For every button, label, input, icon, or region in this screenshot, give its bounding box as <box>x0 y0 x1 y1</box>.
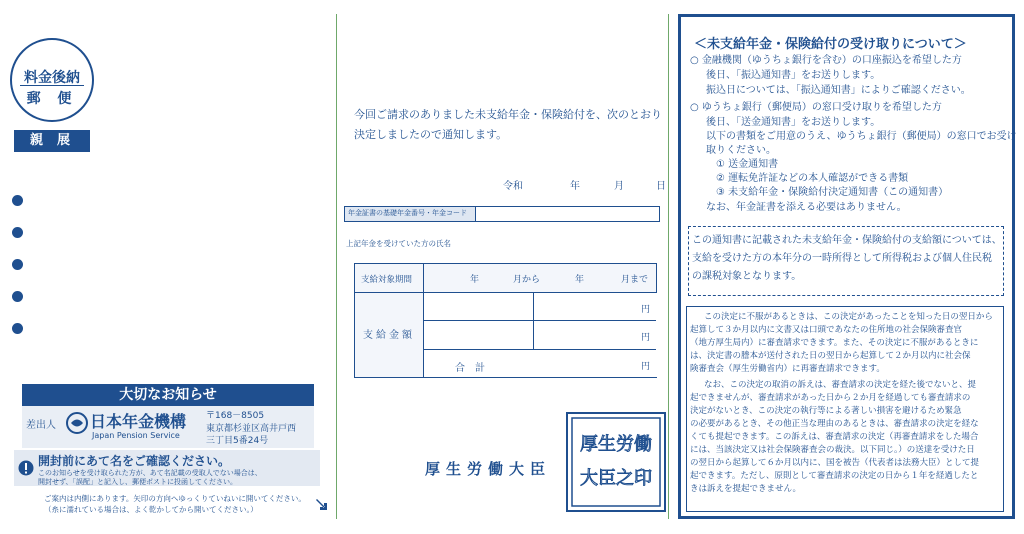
open-instruction2: （糸に濡れている場合は、よく乾かしてから開いてください。） <box>44 505 258 514</box>
payment-table <box>354 263 657 378</box>
fold-line-left <box>336 14 337 519</box>
stamp-divider <box>20 85 84 86</box>
pension-id-label-cell <box>345 207 476 221</box>
option1-line1: 後日、「振込通知書」をお送りします。 <box>706 70 881 81</box>
appeal-line: 起できませんが、審査請求があった日から２か月を経過しても審査請求の <box>690 393 971 403</box>
intro-line1: 今回ご請求のありました未支給年金・保険給付を、次のとおり <box>354 108 662 121</box>
appeal-line: の必要があるとき、その他正当な理由のあるときは、審査請求の決定を経な <box>690 419 979 429</box>
option1-line2: 振込日については、「振込通知書」によりご確認ください。 <box>706 85 971 96</box>
recipient-name-label: 上記年金を受けていた方の氏名 <box>346 239 451 248</box>
option2-line2: 以下の書類をご用意のうえ、ゆうちょ銀行（郵便局）の窓口でお受け <box>706 131 1017 142</box>
sender-label: 差出人 <box>26 420 56 431</box>
appeal-line: この決定に不服があるときは、この決定があったことを知った日の翌日から <box>704 312 993 322</box>
option2-line1: 後日、「送金通知書」をお送りします。 <box>706 117 881 128</box>
appeal-line: くても提起できます。この訴えは、審査請求の決定（再審査請求をした場合 <box>690 432 979 442</box>
warning-title: 開封前にあて名をご確認ください。 <box>38 454 231 468</box>
required-doc-3: ③ 未支給年金・保険給付決定通知書（この通知書） <box>716 187 949 198</box>
postal-code: 〒168－8505 <box>206 411 265 421</box>
to-month: 月まで <box>621 275 649 285</box>
total-label: 合 計 <box>455 363 485 374</box>
to-year: 年 <box>575 275 585 285</box>
date-year: 年 <box>570 181 580 192</box>
tax-line3: の課税対象となります。 <box>692 271 802 282</box>
bullet-dot <box>12 195 23 206</box>
address-line1: 東京都杉並区高井戸西 <box>206 424 297 434</box>
org-name-en: Japan Pension Service <box>92 431 180 440</box>
yen-label-3: 円 <box>641 362 651 372</box>
yen-label-2: 円 <box>641 333 651 343</box>
appeal-line: （地方厚生局内）に審査請求できます。また、その決定に不服があるときに <box>690 338 979 348</box>
seal-icon <box>568 414 664 510</box>
tax-line2: 支給を受けた方の本年分の一時所得として所得税および個人住民税 <box>692 253 992 264</box>
date-month: 月 <box>614 181 624 192</box>
svg-text:大臣之印: 大臣之印 <box>580 468 652 489</box>
intro-line2: 決定しましたので通知します。 <box>354 128 508 141</box>
appeal-line: 決定がないとき、この決定の執行等による著しい損害を避けるため緊急 <box>690 406 962 416</box>
from-month: 月から <box>513 275 541 285</box>
arrow-down-right-icon <box>314 496 330 512</box>
open-instruction1: ご案内は内側にあります。矢印の方向へゆっくりていねいに開いてください。 <box>44 494 306 503</box>
period-label: 支給対象期間 <box>361 275 413 285</box>
sender-block <box>22 406 314 448</box>
appeal-line: 険審査会（厚生労働省内）に再審査請求できます。 <box>690 364 885 374</box>
tax-line1: この通知書に記載された未支給年金・保険給付の支給額については、 <box>692 235 1002 246</box>
appeal-line: の翌日から起算して６か月以内に、国を被告（代表者は法務大臣）として提 <box>690 458 980 468</box>
appeal-line: きは訴えを提起できません。 <box>690 484 802 494</box>
bullet-dot <box>12 291 23 302</box>
required-doc-1: ① 送金通知書 <box>716 159 779 170</box>
bullet-dot <box>12 227 23 238</box>
address-line2: 三丁目5番24号 <box>206 436 269 446</box>
official-seal <box>566 412 666 512</box>
bullet-dot <box>12 323 23 334</box>
date-era: 令和 <box>503 181 523 192</box>
pension-id-label: 年金証書の基礎年金番号・年金コード <box>348 209 467 217</box>
appeal-line: 起できます。ただし、原則として審査請求の決定の日から１年を経過したと <box>690 471 979 481</box>
pension-id-field <box>344 206 660 222</box>
minister-name: 厚生労働大臣 <box>425 460 552 478</box>
postage-stamp-mark <box>10 38 94 122</box>
yen-label-1: 円 <box>641 305 651 315</box>
svg-text:厚生労働: 厚生労働 <box>580 434 652 455</box>
amount-label: 支給金額 <box>363 330 415 341</box>
warning-text2: 開封せず、「誤配」と記入し、郵便ポストに投函してください。 <box>38 478 237 486</box>
stamp-line2: 郵 便 <box>26 91 78 107</box>
option2-heading: ○ ゆうちょ銀行（郵便局）の窓口受け取りを希望した方 <box>690 102 942 113</box>
option1-heading: ○ 金融機関（ゆうちょ銀行を含む）の口座振込を希望した方 <box>690 55 962 66</box>
org-name: 日本年金機構 <box>90 412 187 431</box>
option2-line3: 取りください。 <box>706 145 776 156</box>
receipt-title: ＜未支給年金・保険給付の受け取りについて＞ <box>694 37 967 52</box>
from-year: 年 <box>470 275 480 285</box>
option2-line4: なお、年金証書を添える必要はありません。 <box>706 202 907 213</box>
appeal-line: なお、この決定の取消の訴えは、審査請求の決定を経た後でないと、提 <box>704 380 977 390</box>
important-notice-bar: 大切なお知らせ <box>22 384 314 406</box>
warning-box <box>14 450 320 486</box>
warning-text1: このお知らせを受け取られた方が、あて名記載の受取人でない場合は、 <box>38 469 262 477</box>
appeal-line: には、当該決定又は社会保険審査会の裁決。以下同じ。）の送達を受けた日 <box>690 445 975 455</box>
appeal-line: 起算して３か月以内に文書又は口頭であなたの住所地の社会保険審査官 <box>690 325 963 335</box>
exclamation-icon <box>18 460 34 476</box>
fold-line-right <box>668 14 669 519</box>
appeal-line: は、決定書の謄本が送付された日の翌日から起算して２か月以内に社会保 <box>690 351 971 361</box>
required-doc-2: ② 運転免許証などの本人確認ができる書類 <box>716 173 909 184</box>
bullet-dot <box>12 259 23 270</box>
date-day: 日 <box>656 181 666 192</box>
shinten-label: 親展 <box>14 130 90 152</box>
stamp-line1: 料金後納 <box>24 70 80 86</box>
jps-logo-icon <box>66 412 88 434</box>
